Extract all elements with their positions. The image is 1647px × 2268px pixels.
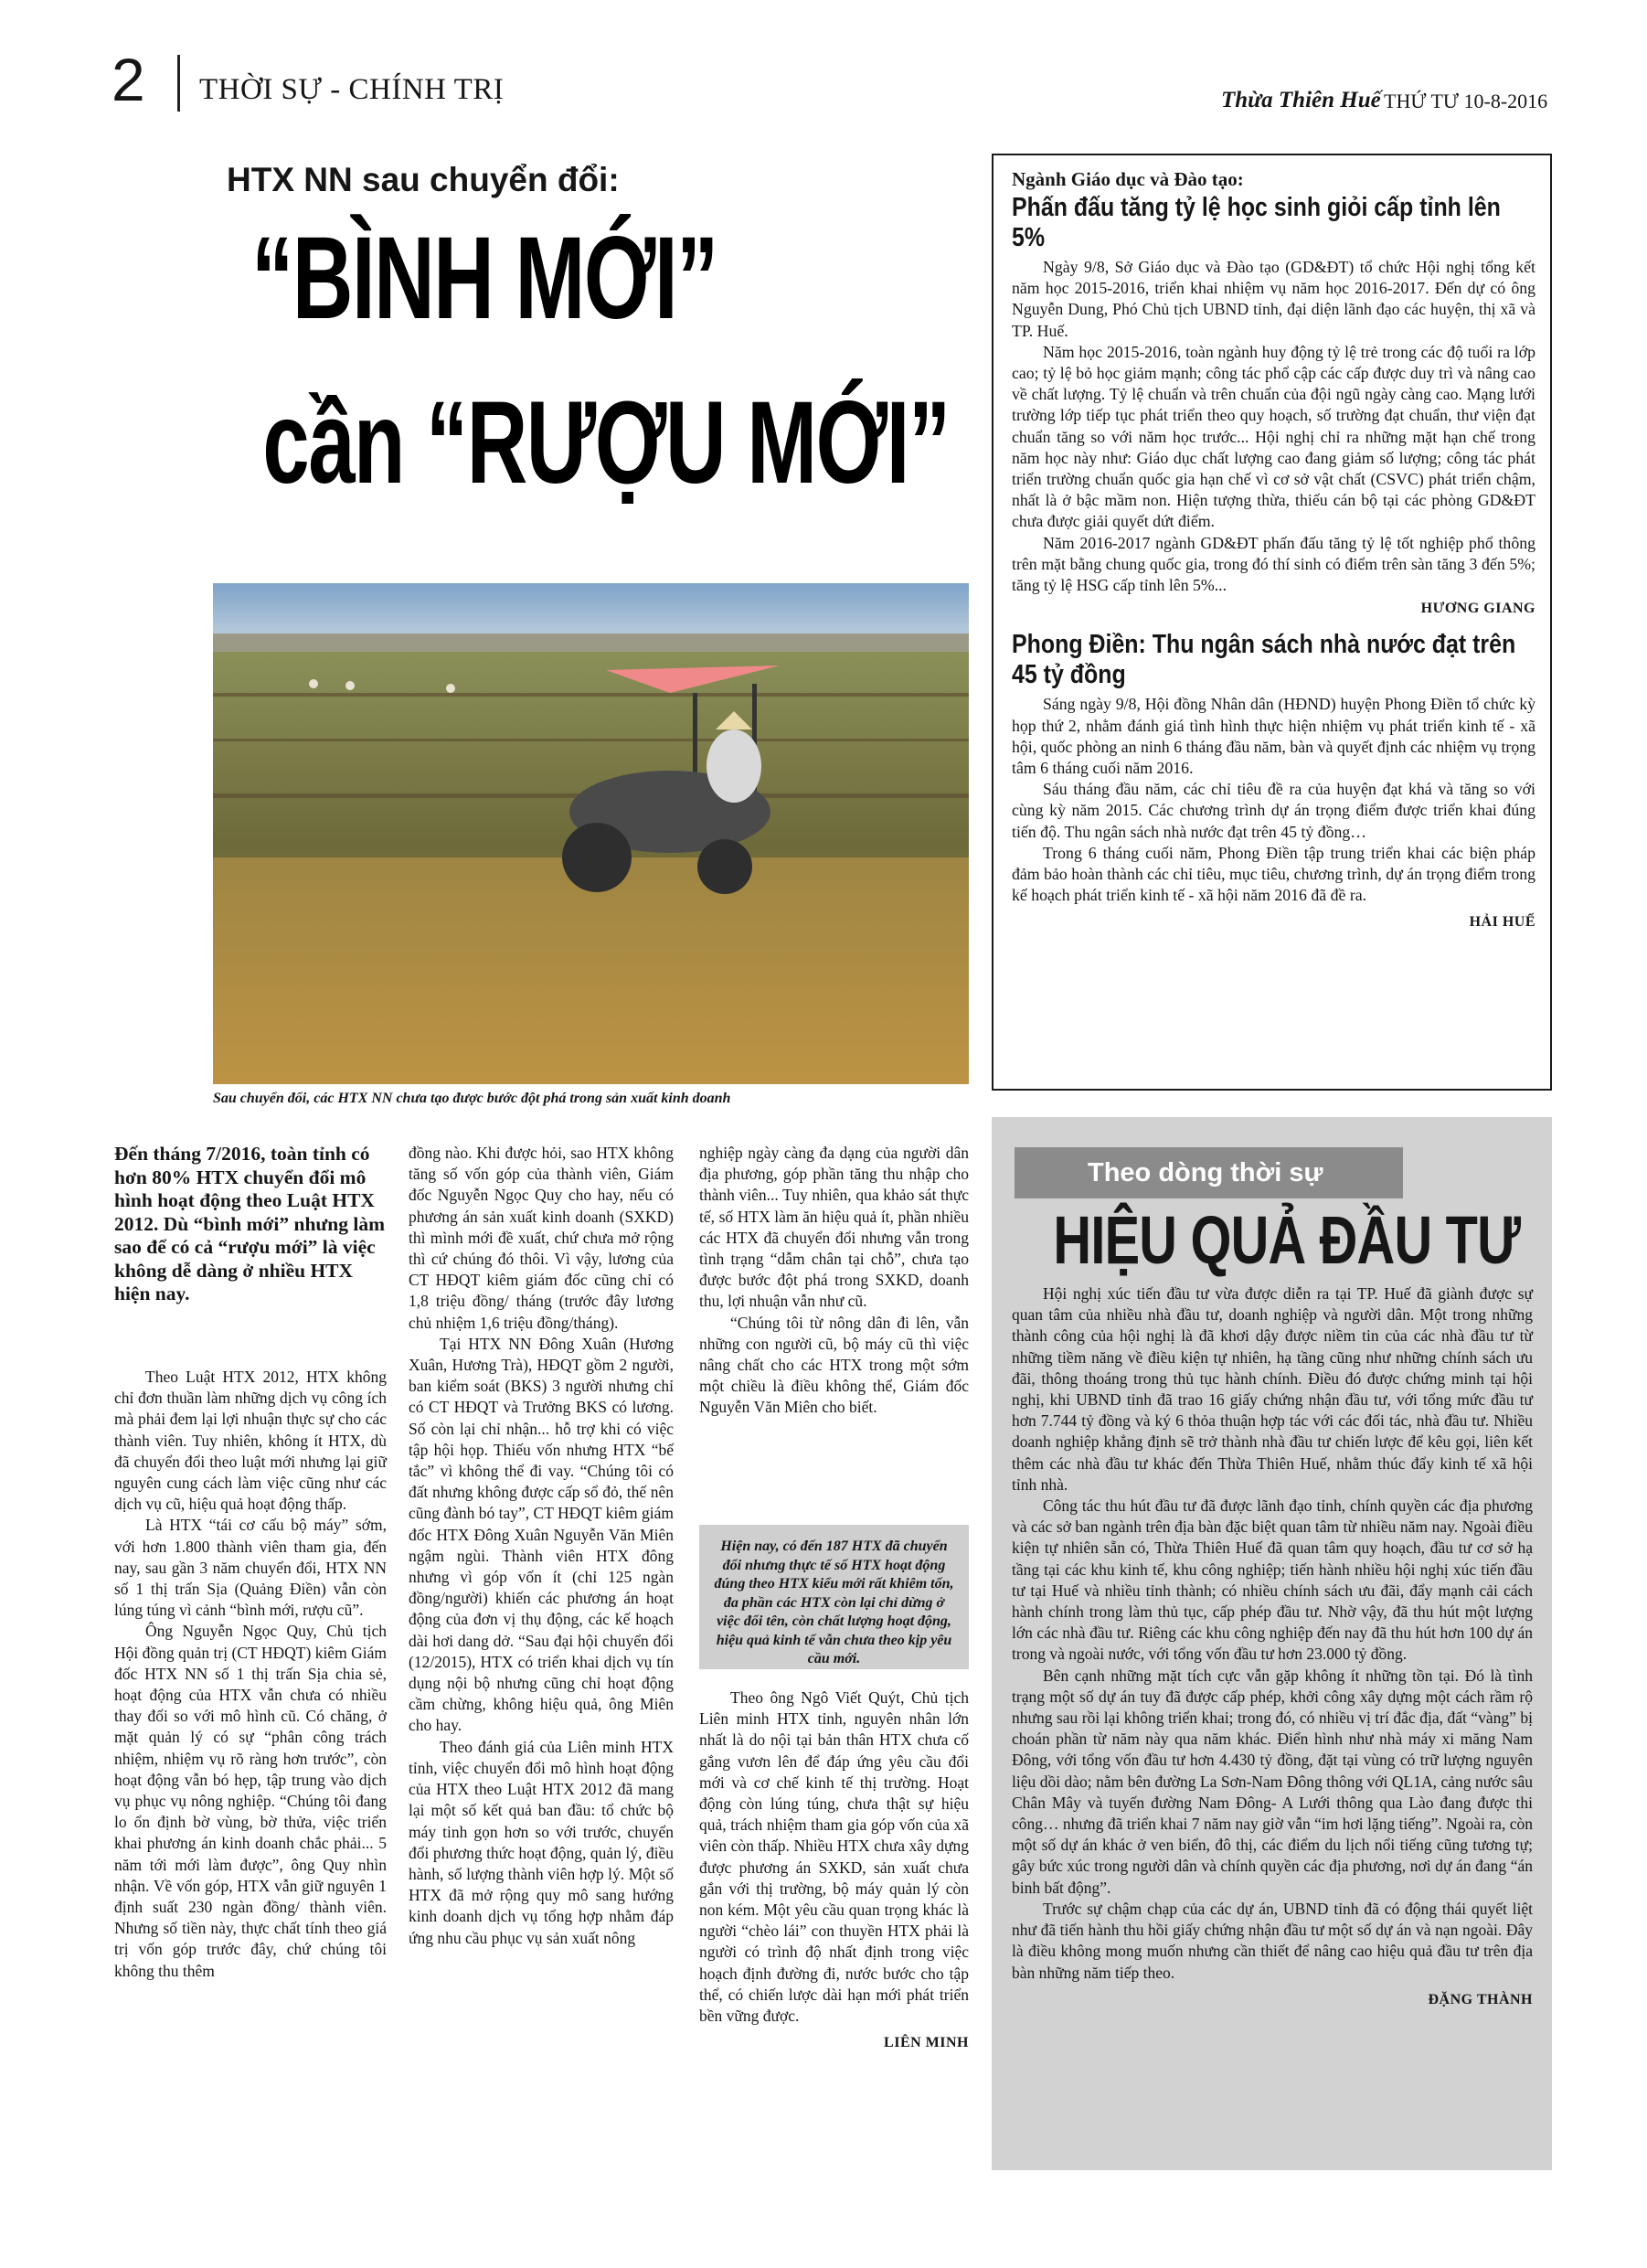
farm-photo-illustration [213,583,969,1084]
opinion-body [1012,1283,1533,2010]
article-column-1 [114,1367,387,1982]
headline-line-2: cần “RƯỢU MỚI” [262,378,950,508]
brief-1-kicker: Ngành Giáo dục và Đào tạo: [1012,168,1244,190]
pull-quote-box [699,1525,969,1669]
paragraph: Năm 2016-2017 ngành GD&ĐT phấn đấu tăng tỷ lệ tốt nghiệp phổ thông trên mặt bằng chung quốc gia, trong đó thí sinh có điểm trên sàn tăng 3 đến 5%; tăng tỷ lệ HSG cấp tỉnh lên 5%... [1012,533,1535,595]
article-byline: LIÊN MINH [884,2035,969,2051]
paragraph: Bên cạnh những mặt tích cực vẫn gặp không ít những tồn tại. Đó là tình trạng một số dự án tuy đã được cấp phép, khởi công xây dựng một cách rầm rộ nhưng sau rồi lại không triển khai; trong đó, có nhiều vị trí đắc địa, đất “vàng” bị choán phần từ năm này qua năm khác. Điển hình như nhà máy xi măng Nam Đông, với tổng vốn đầu tư hơn 4.430 tỷ đồng, đặt tại vùng có trữ lượng nguyên liệu dồi dào; nằm bên đường La Sơn-Nam Đông thông với QL1A, cảng nước sâu Chân Mây và tuyến đường Nam Đông- A Lưới thông qua Lào đang được thi công… nhưng đã triển khai 7 năm nay giờ vẫn “im hơi lặng tiếng”. Ngoài ra, còn một số dự án khác ở ven biển, đô thị, các điểm du lịch nổi tiếng cũng tương tự; gây bức xúc trong người dân và chính quyền các địa phương, nơi dự án đang “án binh bất động”. [1012,1666,1533,1897]
paragraph: nghiệp ngày càng đa dạng của người dân địa phương, góp phần tăng thu nhập cho thành viên... Tuy nhiên, qua khảo sát thực tế, số HTX làm ăn hiệu quả ít, phần nhiều các HTX đã chuyển đổi nhưng vẫn trong tình trạng “dẫm chân tại chỗ”, chưa tạo được bước đột phá trong SXKD, doanh thu, lợi nhuận vẫn như cũ. [699,1144,969,1311]
header-divider [177,55,180,112]
paragraph: Sáng ngày 9/8, Hội đồng Nhân dân (HĐND) huyện Phong Điền tổ chức kỳ họp thứ 2, nhằm đánh giá tình hình thực hiện nhiệm vụ phát triển kinh tế - xã hội, quốc phòng an ninh 6 tháng đầu năm, bàn và quyết định các nhiệm vụ trọng tâm 6 tháng cuối năm 2016. [1012,695,1535,778]
article-kicker: HTX NN sau chuyển đổi: [227,161,620,198]
paragraph: Ông Nguyễn Ngọc Quy, Chủ tịch Hội đồng quản trị (CT HĐQT) kiêm Giám đốc HTX NN số 1 thị trấn Sịa chia sẻ, hoạt động của HTX vẫn chưa có nhiều thay đổi so với mô hình cũ. Có chăng, ở mặt quản lý có sự “phân công trách nhiệm, nhiệm vụ rõ ràng hơn trước”, còn hoạt động vẫn bó hẹp, tập trung vào dịch vụ phục vụ nông nghiệp. “Chúng tôi đang lo ổn định bờ vùng, bờ thửa, việc triển khai phương án kinh doanh chắc phải... 5 năm tới mới làm được”, ông Quy nhìn nhận. Về vốn góp, HTX vẫn giữ nguyên 1 định suất 230 ngàn đồng/ thành viên. Nhưng số tiền này, thực chất tính theo giá trị vốn góp trước đây, chứ chúng tôi không thu thêm [114,1622,387,1980]
opinion-byline: ĐẶNG THÀNH [1428,1991,1533,2007]
brief-2-byline: HẢI HUẾ [1469,914,1535,931]
photo-caption: Sau chuyển đổi, các HTX NN chưa tạo được bước đột phá trong sản xuất kinh doanh [213,1091,731,1106]
newspaper-name: Thừa Thiên Huế [1221,88,1381,112]
paragraph: Trong 6 tháng cuối năm, Phong Điền tập trung triển khai các biện pháp đảm bảo hoàn thành các chỉ tiêu, mục tiêu, chương trình, dự án trọng điểm trong kế hoạch phát triển kinh tế - xã hội năm 2016 đã đề ra. [1012,843,1535,905]
paragraph: Theo Luật HTX 2012, HTX không chỉ đơn thuần làm những dịch vụ công ích mà phải đem lại lợi nhuận thực sự cho các thành viên. Tuy nhiên, không ít HTX, dù đã chuyển đổi theo luật mới nhưng lại giữ nguyên cung cách làm việc cũng như các dịch vụ cũ, hiệu quả hoạt động thấp. [114,1368,387,1514]
brief-2-title: Phong Điền: Thu ngân sách nhà nước đạt trên 45 tỷ đồng [1012,630,1516,690]
section-title: THỜI SỰ - CHÍNH TRỊ [199,73,505,106]
brief-1-title: Phấn đấu tăng tỷ lệ học sinh giỏi cấp tỉnh lên 5% [1012,193,1501,252]
paragraph: đồng nào. Khi được hỏi, sao HTX không tăng số vốn góp của thành viên, Giám đốc Nguyễn Ngọc Quy cho hay, nếu có phương án sản xuất kinh doanh (SXKD) thì mình mới đề xuất, chứ chưa mở rộng thì cứ chúng đó thôi. Vì vậy, lương của CT HĐQT kiêm giám đốc cũng chỉ có 1,8 triệu đồng/ tháng (trước đây lương chủ nhiệm 1,6 triệu đồng/tháng). [409,1144,674,1332]
paragraph: Công tác thu hút đầu tư đã được lãnh đạo tỉnh, chính quyền các địa phương và các sở ban ngành trên địa bàn đặc biệt quan tâm từ nhiều năm nay. Ngoài điều kiện tự nhiên sẵn có, Thừa Thiên Huế đã quan tâm quy hoạch, đầu tư cơ sở hạ tầng tại các khu kinh tế, khu công nghiệp; tiến hành nhiều hội nghị xúc tiến đầu tư tại Huế và nhiều tỉnh thành; có nhiều chính sách ưu đãi, đẩy mạnh cải cách hành chính trong làm thủ tục, cấp phép đầu tư. Nhờ vậy, đã thu hút một lượng lớn các nhà đầu tư. Riêng các khu công nghiệp đến nay đã thu hút hơn 100 dự án trong và ngoài nước, với tổng vốn đầu tư hơn 23.000 tỷ đồng. [1012,1496,1533,1664]
paragraph: Ngày 9/8, Sở Giáo dục và Đào tạo (GD&ĐT) tổ chức Hội nghị tổng kết năm học 2015-2016, triển khai nhiệm vụ năm học 2016-2017. Đến dự có ông Nguyễn Dung, Phó Chủ tịch UBND tỉnh, đại diện lãnh đạo các huyện, thị xã và TP. Huế. [1012,258,1535,340]
paragraph: Sáu tháng đầu năm, các chỉ tiêu đề ra của huyện đạt khá và tăng so với cùng kỳ năm 2015. Các chương trình dự án trọng điểm được triển khai đúng tiến độ. Thu ngân sách nhà nước đạt trên 45 tỷ đồng… [1012,780,1535,841]
brief-1-byline: HƯƠNG GIANG [1420,601,1535,617]
paragraph: Tại HTX NN Đông Xuân (Hương Xuân, Hương Trà), HĐQT gồm 2 người, ban kiểm soát (BKS) 3 người nhưng chỉ có CT HĐQT và Trưởng BKS có lương. Số còn lại chỉ nhận... hỗ trợ khi có việc tập hội họp. Thiếu vốn nhưng HTX “bế tắc” vì không thể đi vay. “Chúng tôi có đất nhưng không được cấp sổ đỏ, thế nên cũng đành bó tay”, CT HĐQT kiêm giám đốc HTX Đông Xuân Nguyễn Văn Miên ngậm ngùi. Thành viên HTX đông nhưng vì góp vốn ít (chỉ 125 ngàn đồng/người) khiến các phương án hoạt động của đơn vị thụ động, các kế hoạch dài hơi dang dở. “Sau đại hội chuyển đổi (12/2015), HTX có triển khai dịch vụ tín dụng nội bộ nhưng cũng chỉ hoạt động cầm chừng, không hiệu quả, ông Miên cho hay. [409,1334,674,1735]
news-brief-box [992,154,1552,1091]
issue-date: THỨ TƯ 10-8-2016 [1384,90,1548,112]
opinion-label: Theo dòng thời sự [1015,1147,1403,1198]
paragraph: Trước sự chậm chạp của các dự án, UBND tỉnh đã có động thái quyết liệt như đã tiến hành thu hồi giấy chứng nhận đầu tư một số dự án và nạn ngoài. Đây là điều không mong muốn nhưng cần thiết để nâng cao hiệu quả đầu tư trên địa bàn những năm tiếp theo. [1012,1899,1533,1982]
paragraph: Năm học 2015-2016, toàn ngành huy động tỷ lệ trẻ trong các độ tuổi ra lớp cao; tỷ lệ bỏ học giảm mạnh; công tác phổ cập các cấp được duy trì và nâng cao về chất lượng. Tỷ lệ chuẩn và trên chuẩn của đội ngũ ngày càng cao. Mạng lưới trường lớp tiếp tục phát triển theo quy hoạch, số trường đạt chuẩn, thư viện đạt chuẩn tăng so với năm học trước... Hội nghị chỉ ra những mặt hạn chế trong năm học này như: Giáo dục chất lượng cao đang giảm số lượng; công tác phát triển trường chuẩn quốc gia hạn chế vì cơ sở vật chất (CSVC) phát triển chậm, nhất là ở bậc mầm non. Hiện tượng thừa, thiếu cán bộ tại các phòng GD&ĐT chưa được giải quyết dứt điểm. [1012,342,1535,531]
article-column-3 [699,1143,969,1419]
paragraph: Theo đánh giá của Liên minh HTX tỉnh, việc chuyển đổi mô hình hoạt động của HTX theo Luật HTX 2012 đã mang lại một số kết quả ban đầu: tổ chức bộ máy tinh gọn hơn so với trước, chuyển đổi phương thức hoạt động, quản lý, điều hành, số lượng thành viên hợp lý. Một số HTX đã mở rộng quy mô sang hướng kinh doanh dịch vụ tổng hợp nhằm đáp ứng nhu cầu phục vụ sản xuất nông [409,1737,674,1947]
paragraph: Theo ông Ngô Viết Quýt, Chủ tịch Liên minh HTX tỉnh, nguyên nhân lớn nhất là do nội tại bản thân HTX chưa cố gắng vươn lên để đáp ứng yêu cầu đổi mới và cơ chế kinh tế thị trường. Hoạt động còn lúng túng, chưa thật sự hiệu quả, trách nhiệm tham gia góp vốn của xã viên còn thấp. Nhiều HTX chưa xây dựng được phương án SXKD, sản xuất chưa gắn với thị trường, bộ máy quản lý còn non kém. Một yêu cầu quan trọng khác là người “chèo lái” con thuyền HTX phải là người có trình độ nhất định trong việc hoạch định đường đi, nước bước cho tập thể, có chiến lược dài hạn mới phát triển bền vững được. [699,1688,969,2026]
pull-quote: Hiện nay, có đến 187 HTX đã chuyển đổi nhưng thực tế số HTX hoạt động đúng theo HTX kiểu mới rất khiêm tốn, đa phần các HTX còn lại chỉ dừng ở việc đổi tên, còn chất lượng hoạt động, hiệu quả kinh tế vẫn chưa theo kịp yêu cầu mới. [714,1539,954,1666]
article-photo [213,583,969,1084]
article-lede: Đến tháng 7/2016, toàn tỉnh có hơn 80% HTX chuyển đổi mô hình hoạt động theo Luật HTX 2012. Dù “bình mới” nhưng làm sao để có cả “rượu mới” là việc không dễ dàng ở nhiều HTX hiện nay. [114,1143,386,1304]
paragraph: “Chúng tôi từ nông dân đi lên, vẫn những con người cũ, bộ máy cũ thì việc nâng chất cho các HTX trong một sớm một chiều là điều không thể, Giám đốc Nguyễn Văn Miên cho biết. [699,1313,969,1417]
opinion-title: HIỆU QUẢ ĐẦU TƯ [1053,1202,1521,1278]
paragraph: Hội nghị xúc tiến đầu tư vừa được diễn ra tại TP. Huế đã giành được sự quan tâm của nhiều nhà đầu tư, doanh nghiệp và người dân. Một trong những thành công của hội nghị là đã khơi dậy được niềm tin của các nhà đầu tư từ những tiềm năng về điều kiện tự nhiên, hạ tầng cũng như những chính sách ưu đãi, thông thoáng trong thủ tục hành chính. Điều đó được chứng minh tại hội nghị, khi UBND tỉnh đã trao 16 giấy chứng nhận đầu tư, với tổng mức đầu tư hơn 7.744 tỷ đồng và ký 6 thỏa thuận hợp tác với các đối tác, nhà đầu tư. Nhiều doanh nghiệp khẳng định sẽ trở thành nhà đầu tư chiến lược để kêu gọi, liên kết thêm các nhà đầu tư khác đến Thừa Thiên Huế, nhằm thúc đẩy kinh tế xã hội tỉnh nhà. [1012,1284,1533,1494]
paragraph: Là HTX “tái cơ cấu bộ máy” sớm, với hơn 1.800 thành viên tham gia, đến nay, sau gần 3 năm chuyển đổi, HTX NN số 1 thị trấn Sịa (Quảng Điền) vẫn còn lúng túng vì cảnh “bình mới, rượu cũ”. [114,1516,387,1620]
headline-line-1: “BÌNH MỚI” [251,213,717,344]
article-column-3-continued [699,1688,969,2053]
article-column-2 [409,1143,674,1949]
page-number: 2 [112,46,145,113]
